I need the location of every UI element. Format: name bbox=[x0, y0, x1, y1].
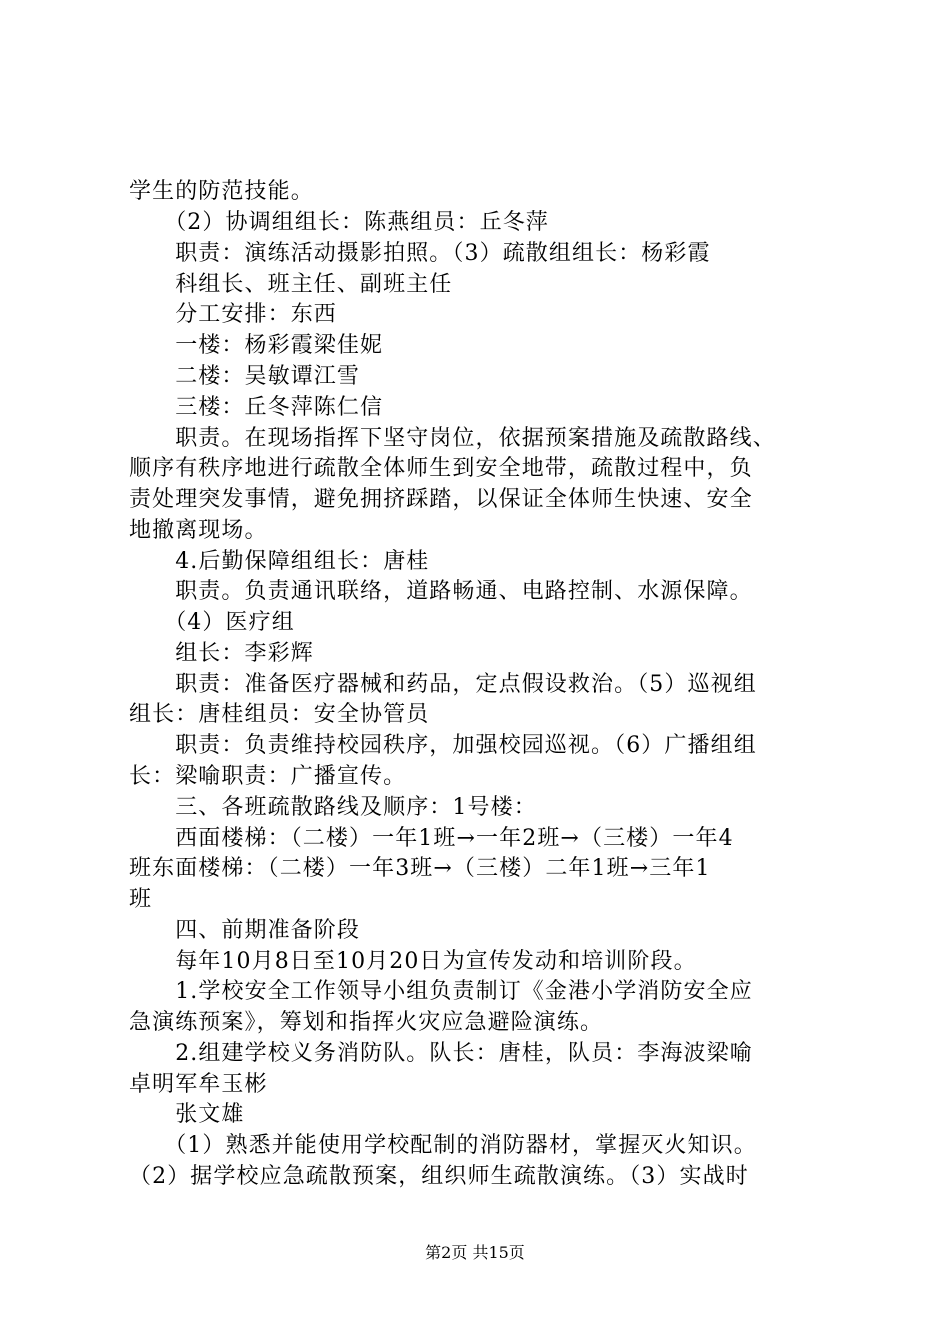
text-line: 4.后勤保障组组长：唐桂 bbox=[129, 549, 430, 574]
text-line: 职责。在现场指挥下坚守岗位，依据预案措施及疏散路线、 bbox=[129, 426, 776, 451]
text-line: 二楼：吴敏谭江雪 bbox=[129, 364, 361, 389]
text-line: 职责：负责维持校园秩序，加强校园巡视。（6）广播组组 bbox=[129, 733, 757, 758]
text-line: 地撤离现场。 bbox=[129, 518, 268, 543]
text-line: 四、前期准备阶段 bbox=[129, 918, 361, 943]
text-line: 科组长、班主任、副班主任 bbox=[129, 272, 453, 297]
text-line: 职责：准备医疗器械和药品，定点假设救治。（5）巡视组 bbox=[129, 672, 757, 697]
text-line: 三、各班疏散路线及顺序：1号楼： bbox=[129, 795, 537, 820]
text-line: 卓明军牟玉彬 bbox=[129, 1072, 268, 1097]
text-line: 分工安排：东西 bbox=[129, 302, 337, 327]
page-number-footer: 第2页 共15页 bbox=[425, 1243, 525, 1262]
text-line: （2）据学校应急疏散预案，组织师生疏散演练。（3）实战时 bbox=[129, 1164, 749, 1189]
text-line: 一楼：杨彩霞梁佳妮 bbox=[129, 333, 384, 358]
text-line: 组长：唐桂组员：安全协管员 bbox=[129, 702, 430, 727]
text-line: 急演练预案》，筹划和指挥火灾应急避险演练。 bbox=[129, 1010, 604, 1035]
text-line: 张文雄 bbox=[129, 1102, 245, 1127]
text-line: 组长：李彩辉 bbox=[129, 641, 314, 666]
text-line: 顺序有秩序地进行疏散全体师生到安全地带，疏散过程中，负 bbox=[129, 456, 753, 481]
text-line: 学生的防范技能。 bbox=[129, 179, 314, 204]
text-line: （1）熟悉并能使用学校配制的消防器材，掌握灭火知识。 bbox=[129, 1133, 757, 1158]
text-line: （4）医疗组 bbox=[129, 610, 295, 635]
text-line: 每年10月8日至10月20日为宣传发动和培训阶段。 bbox=[129, 949, 697, 974]
text-line: 长：梁喻职责：广播宣传。 bbox=[129, 764, 407, 789]
text-line: 三楼：丘冬萍陈仁信 bbox=[129, 395, 384, 420]
text-line: 班 bbox=[129, 887, 153, 912]
text-line: （2）协调组组长：陈燕组员：丘冬萍 bbox=[129, 210, 549, 235]
text-line: 西面楼梯：（二楼）一年1班→一年2班→（三楼）一年4 bbox=[129, 826, 734, 851]
text-line: 职责：演练活动摄影拍照。（3）疏散组组长：杨彩霞 bbox=[129, 241, 711, 266]
text-line: 班东面楼梯：（二楼）一年3班→（三楼）二年1班→三年1 bbox=[129, 856, 711, 881]
text-line: 1.学校安全工作领导小组负责制订《金港小学消防安全应 bbox=[129, 979, 753, 1004]
text-line: 2.组建学校义务消防队。队长：唐桂，队员：李海波梁喻 bbox=[129, 1041, 753, 1066]
text-line: 责处理突发事情，避免拥挤踩踏，以保证全体师生快速、安全 bbox=[129, 487, 753, 512]
text-line: 职责。负责通讯联络，道路畅通、电路控制、水源保障。 bbox=[129, 579, 753, 604]
